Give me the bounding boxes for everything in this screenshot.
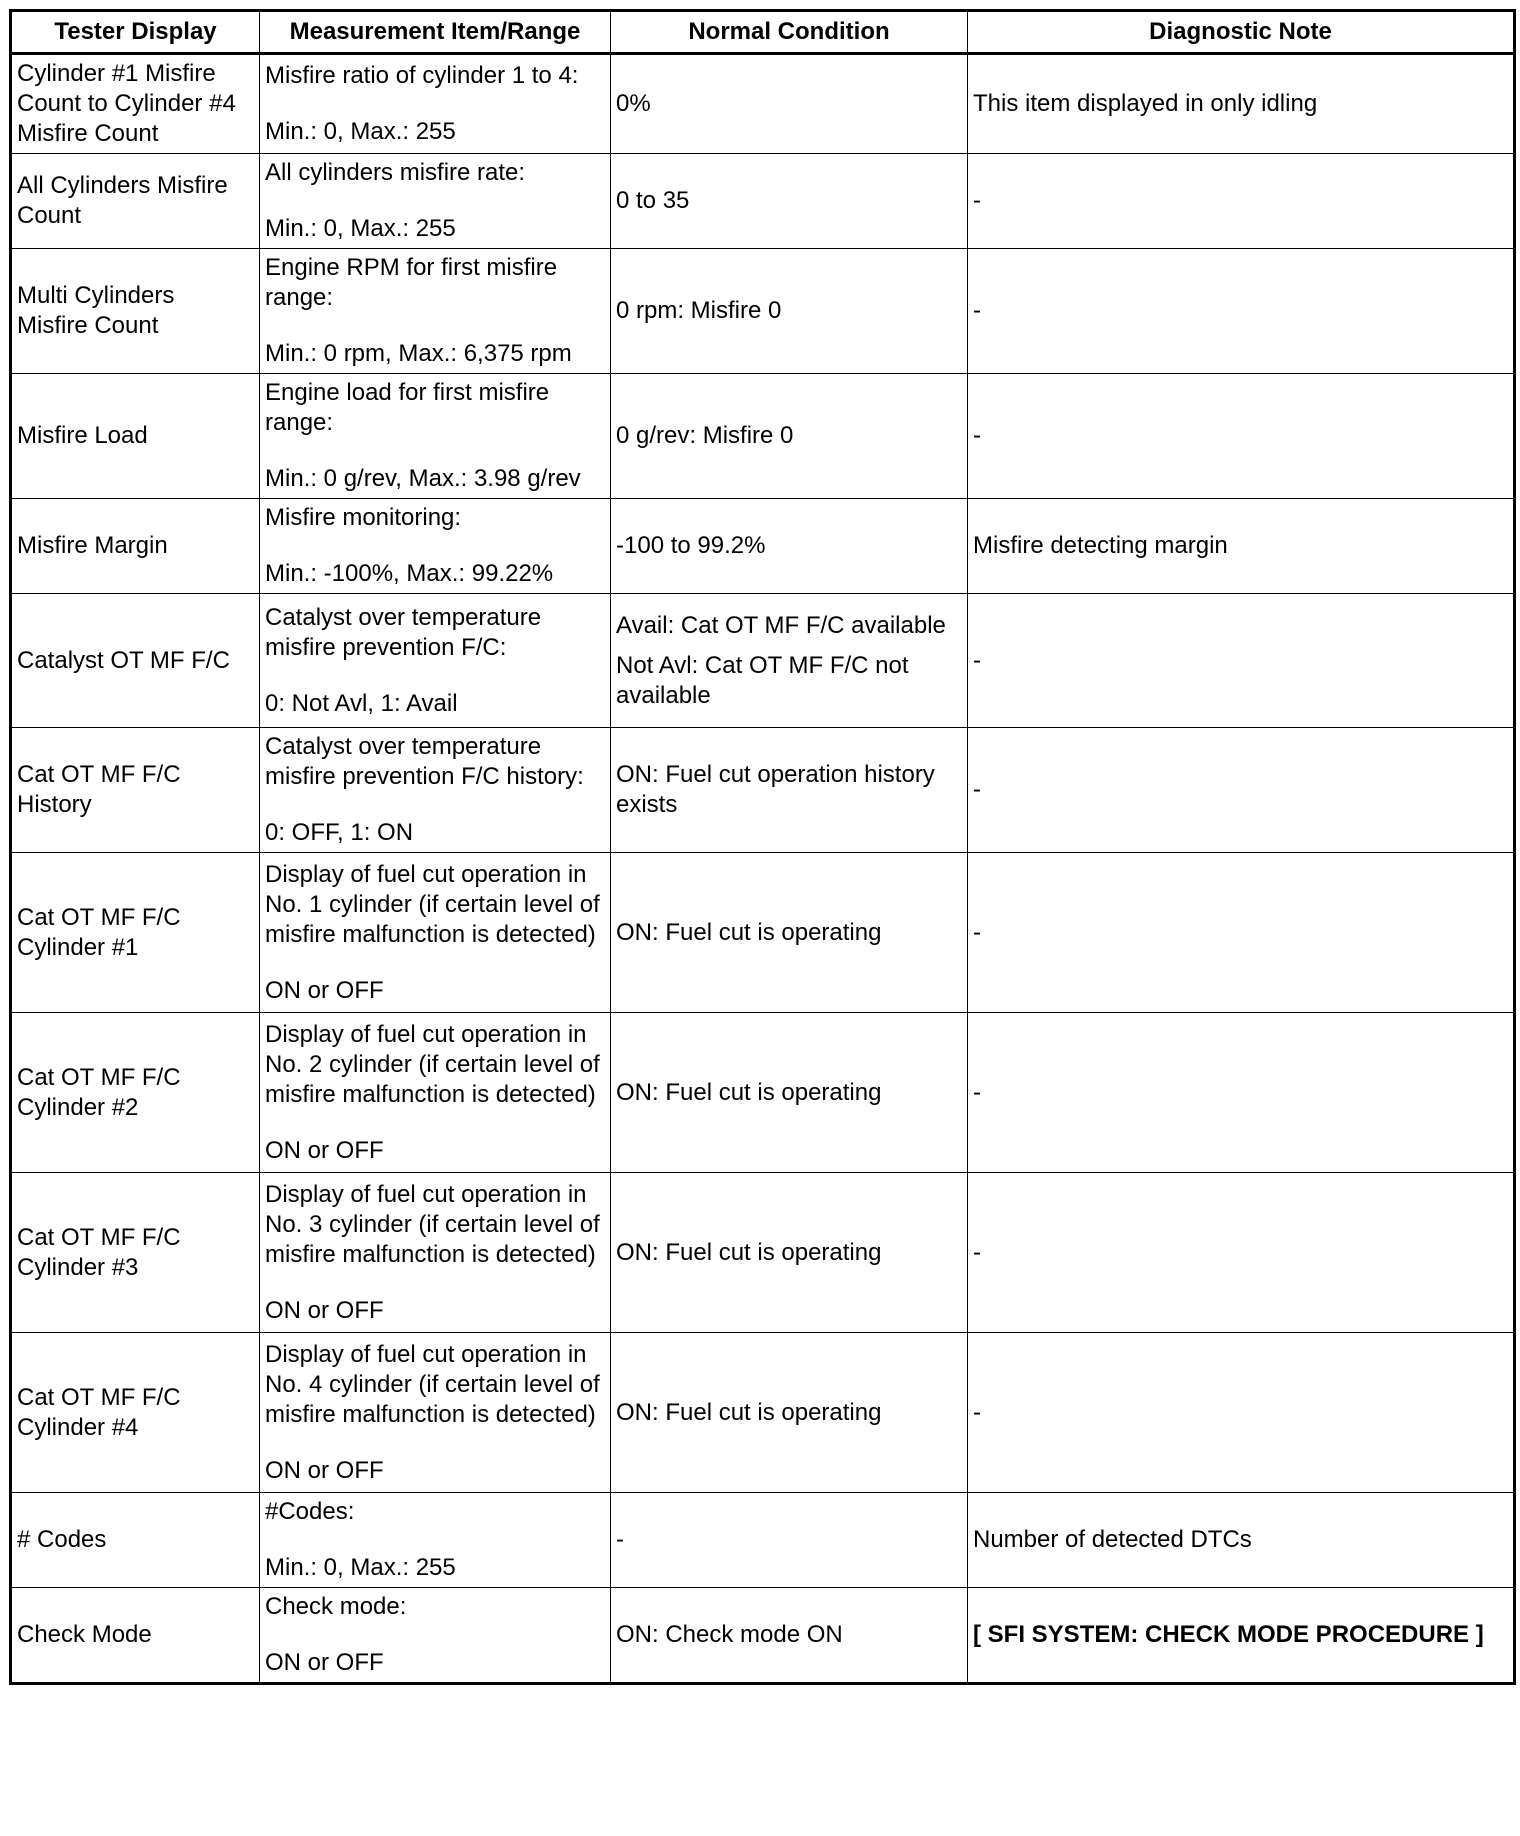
measurement-paragraph: #Codes: bbox=[265, 1498, 355, 1525]
tester-display-line: Misfire Margin bbox=[17, 532, 168, 559]
tester-display-line: Check Mode bbox=[17, 1621, 152, 1648]
normal-condition-paragraph: ON: Check mode ON bbox=[616, 1621, 843, 1648]
measurement-paragraph: Misfire ratio of cylinder 1 to 4: bbox=[265, 62, 579, 89]
cell-measurement bbox=[260, 154, 611, 249]
tester-display-line: Cat OT MF F/C bbox=[17, 903, 181, 931]
procedure-link[interactable]: [ SFI SYSTEM: CHECK MODE PROCEDURE ] bbox=[968, 1588, 1515, 1684]
column-header-measurement: Measurement Item/Range bbox=[260, 11, 611, 54]
tester-display-line: All Cylinders Misfire bbox=[17, 172, 228, 199]
tester-display-line: Cat OT MF F/C bbox=[17, 761, 181, 788]
table-row bbox=[11, 594, 1515, 728]
cell-measurement bbox=[260, 54, 611, 154]
tester-display-line: Misfire Count bbox=[17, 120, 159, 147]
cell-normal-condition bbox=[611, 1588, 968, 1684]
cell-diagnostic-note: - bbox=[968, 1333, 1515, 1493]
measurement-paragraph: Min.: 0 rpm, Max.: 6,375 rpm bbox=[265, 340, 572, 367]
cell-measurement bbox=[260, 594, 611, 728]
cell-diagnostic-note: - bbox=[968, 853, 1515, 1013]
normal-condition-paragraph: Not Avl: Cat OT MF F/C not available bbox=[616, 651, 909, 709]
cell-diagnostic-note: - bbox=[968, 1173, 1515, 1333]
tester-display-line: Count bbox=[17, 202, 82, 229]
normal-condition-paragraph: ON: Fuel cut is operating bbox=[616, 1238, 882, 1266]
tester-display-line: # Codes bbox=[17, 1526, 107, 1553]
normal-condition-paragraph: - bbox=[616, 1526, 624, 1553]
tester-display-line: Cylinder #2 bbox=[17, 1093, 139, 1121]
table-row bbox=[11, 154, 1515, 249]
cell-tester-display bbox=[11, 154, 260, 249]
normal-condition-paragraph: ON: Fuel cut operation history exists bbox=[616, 761, 935, 818]
table-row bbox=[11, 728, 1515, 853]
cell-measurement bbox=[260, 1493, 611, 1588]
measurement-paragraph: ON or OFF bbox=[265, 1136, 384, 1164]
tester-display-line: Cat OT MF F/C bbox=[17, 1383, 181, 1411]
measurement-paragraph: Catalyst over temperature misfire prevention F/C history: bbox=[265, 733, 584, 790]
data-list-sheet bbox=[9, 9, 1513, 1685]
cell-diagnostic-note: This item displayed in only idling bbox=[968, 54, 1515, 154]
measurement-paragraph: 0: Not Avl, 1: Avail bbox=[265, 689, 458, 717]
cell-diagnostic-note: - bbox=[968, 154, 1515, 249]
cell-measurement bbox=[260, 1173, 611, 1333]
data-list-table bbox=[9, 9, 1516, 1685]
table-row bbox=[11, 853, 1515, 1013]
measurement-paragraph: Display of fuel cut operation in No. 3 cylinder (if certain level of misfire malfunction is detected) bbox=[265, 1180, 600, 1268]
column-header-tester-display: Tester Display bbox=[11, 11, 260, 54]
cell-measurement bbox=[260, 499, 611, 594]
normal-condition-paragraph: ON: Fuel cut is operating bbox=[616, 1398, 882, 1426]
cell-normal-condition bbox=[611, 1173, 968, 1333]
tester-display-line: Cylinder #1 bbox=[17, 933, 139, 961]
cell-measurement bbox=[260, 853, 611, 1013]
normal-condition-paragraph: 0 g/rev: Misfire 0 bbox=[616, 422, 794, 449]
tester-display-line: Cylinder #4 bbox=[17, 1413, 139, 1441]
table-row bbox=[11, 249, 1515, 374]
measurement-paragraph: Display of fuel cut operation in No. 1 cylinder (if certain level of misfire malfunction is detected) bbox=[265, 860, 600, 948]
normal-condition-paragraph: -100 to 99.2% bbox=[616, 532, 766, 559]
measurement-paragraph: Min.: 0, Max.: 255 bbox=[265, 118, 456, 145]
cell-normal-condition bbox=[611, 1333, 968, 1493]
tester-display-line: Count to Cylinder #4 bbox=[17, 90, 236, 117]
tester-display-line: Multi Cylinders bbox=[17, 282, 175, 309]
cell-diagnostic-note: - bbox=[968, 728, 1515, 853]
cell-tester-display bbox=[11, 1333, 260, 1493]
column-header-normal-condition: Normal Condition bbox=[611, 11, 968, 54]
measurement-paragraph: Engine RPM for first misfire range: bbox=[265, 254, 558, 311]
measurement-paragraph: Min.: -100%, Max.: 99.22% bbox=[265, 560, 554, 587]
tester-display-line: History bbox=[17, 791, 92, 818]
cell-diagnostic-note: - bbox=[968, 594, 1515, 728]
measurement-paragraph: Check mode: bbox=[265, 1593, 407, 1620]
cell-tester-display bbox=[11, 728, 260, 853]
cell-tester-display bbox=[11, 1173, 260, 1333]
cell-tester-display bbox=[11, 54, 260, 154]
cell-measurement bbox=[260, 728, 611, 853]
cell-tester-display bbox=[11, 499, 260, 594]
table-header bbox=[11, 11, 1515, 54]
cell-normal-condition bbox=[611, 1493, 968, 1588]
cell-measurement bbox=[260, 1588, 611, 1684]
tester-display-line: Misfire Load bbox=[17, 422, 148, 449]
normal-condition-paragraph: Avail: Cat OT MF F/C available bbox=[616, 611, 946, 639]
column-header-diagnostic-note: Diagnostic Note bbox=[968, 11, 1515, 54]
cell-tester-display bbox=[11, 594, 260, 728]
cell-measurement bbox=[260, 1013, 611, 1173]
cell-normal-condition bbox=[611, 728, 968, 853]
table-row bbox=[11, 499, 1515, 594]
measurement-paragraph: Engine load for first misfire range: bbox=[265, 379, 550, 436]
measurement-paragraph: Display of fuel cut operation in No. 4 cylinder (if certain level of misfire malfunction is detected) bbox=[265, 1340, 600, 1428]
cell-normal-condition bbox=[611, 54, 968, 154]
cell-measurement bbox=[260, 1333, 611, 1493]
cell-measurement bbox=[260, 374, 611, 499]
cell-normal-condition bbox=[611, 853, 968, 1013]
normal-condition-paragraph: ON: Fuel cut is operating bbox=[616, 1078, 882, 1106]
cell-tester-display bbox=[11, 249, 260, 374]
normal-condition-paragraph: 0% bbox=[616, 90, 651, 117]
table-row bbox=[11, 1333, 1515, 1493]
cell-normal-condition bbox=[611, 499, 968, 594]
table-row bbox=[11, 1013, 1515, 1173]
measurement-paragraph: 0: OFF, 1: ON bbox=[265, 819, 414, 846]
cell-tester-display bbox=[11, 1493, 260, 1588]
header-row bbox=[11, 11, 1515, 54]
table-row bbox=[11, 1588, 1515, 1684]
table-row bbox=[11, 1493, 1515, 1588]
cell-diagnostic-note: - bbox=[968, 1013, 1515, 1173]
measurement-paragraph: ON or OFF bbox=[265, 1649, 384, 1676]
normal-condition-paragraph: 0 to 35 bbox=[616, 187, 690, 214]
cell-diagnostic-note: - bbox=[968, 374, 1515, 499]
cell-normal-condition bbox=[611, 154, 968, 249]
cell-normal-condition bbox=[611, 374, 968, 499]
measurement-paragraph: Display of fuel cut operation in No. 2 cylinder (if certain level of misfire malfunction is detected) bbox=[265, 1020, 600, 1108]
measurement-paragraph: Misfire monitoring: bbox=[265, 504, 462, 531]
cell-diagnostic-note: - bbox=[968, 249, 1515, 374]
normal-condition-paragraph: ON: Fuel cut is operating bbox=[616, 918, 882, 946]
measurement-paragraph: ON or OFF bbox=[265, 1456, 384, 1484]
cell-tester-display bbox=[11, 374, 260, 499]
tester-display-line: Cylinder #1 Misfire bbox=[17, 60, 216, 87]
cell-tester-display bbox=[11, 853, 260, 1013]
cell-diagnostic-note: Misfire detecting margin bbox=[968, 499, 1515, 594]
tester-display-line: Cylinder #3 bbox=[17, 1253, 139, 1281]
measurement-paragraph: ON or OFF bbox=[265, 976, 384, 1004]
cell-tester-display bbox=[11, 1013, 260, 1173]
tester-display-line: Misfire Count bbox=[17, 312, 159, 339]
tester-display-line: Catalyst OT MF F/C bbox=[17, 646, 230, 674]
cell-measurement bbox=[260, 249, 611, 374]
measurement-paragraph: Min.: 0, Max.: 255 bbox=[265, 1554, 456, 1581]
measurement-paragraph: All cylinders misfire rate: bbox=[265, 159, 526, 186]
measurement-paragraph: Catalyst over temperature misfire prevention F/C: bbox=[265, 603, 542, 661]
cell-diagnostic-note: Number of detected DTCs bbox=[968, 1493, 1515, 1588]
normal-condition-paragraph: 0 rpm: Misfire 0 bbox=[616, 297, 782, 324]
measurement-paragraph: Min.: 0, Max.: 255 bbox=[265, 215, 456, 242]
table-row bbox=[11, 1173, 1515, 1333]
table-body bbox=[11, 54, 1515, 1684]
table-row bbox=[11, 374, 1515, 499]
measurement-paragraph: ON or OFF bbox=[265, 1296, 384, 1324]
cell-normal-condition bbox=[611, 594, 968, 728]
cell-tester-display bbox=[11, 1588, 260, 1684]
table-row bbox=[11, 54, 1515, 154]
tester-display-line: Cat OT MF F/C bbox=[17, 1063, 181, 1091]
cell-normal-condition bbox=[611, 249, 968, 374]
cell-normal-condition bbox=[611, 1013, 968, 1173]
measurement-paragraph: Min.: 0 g/rev, Max.: 3.98 g/rev bbox=[265, 465, 581, 492]
tester-display-line: Cat OT MF F/C bbox=[17, 1223, 181, 1251]
